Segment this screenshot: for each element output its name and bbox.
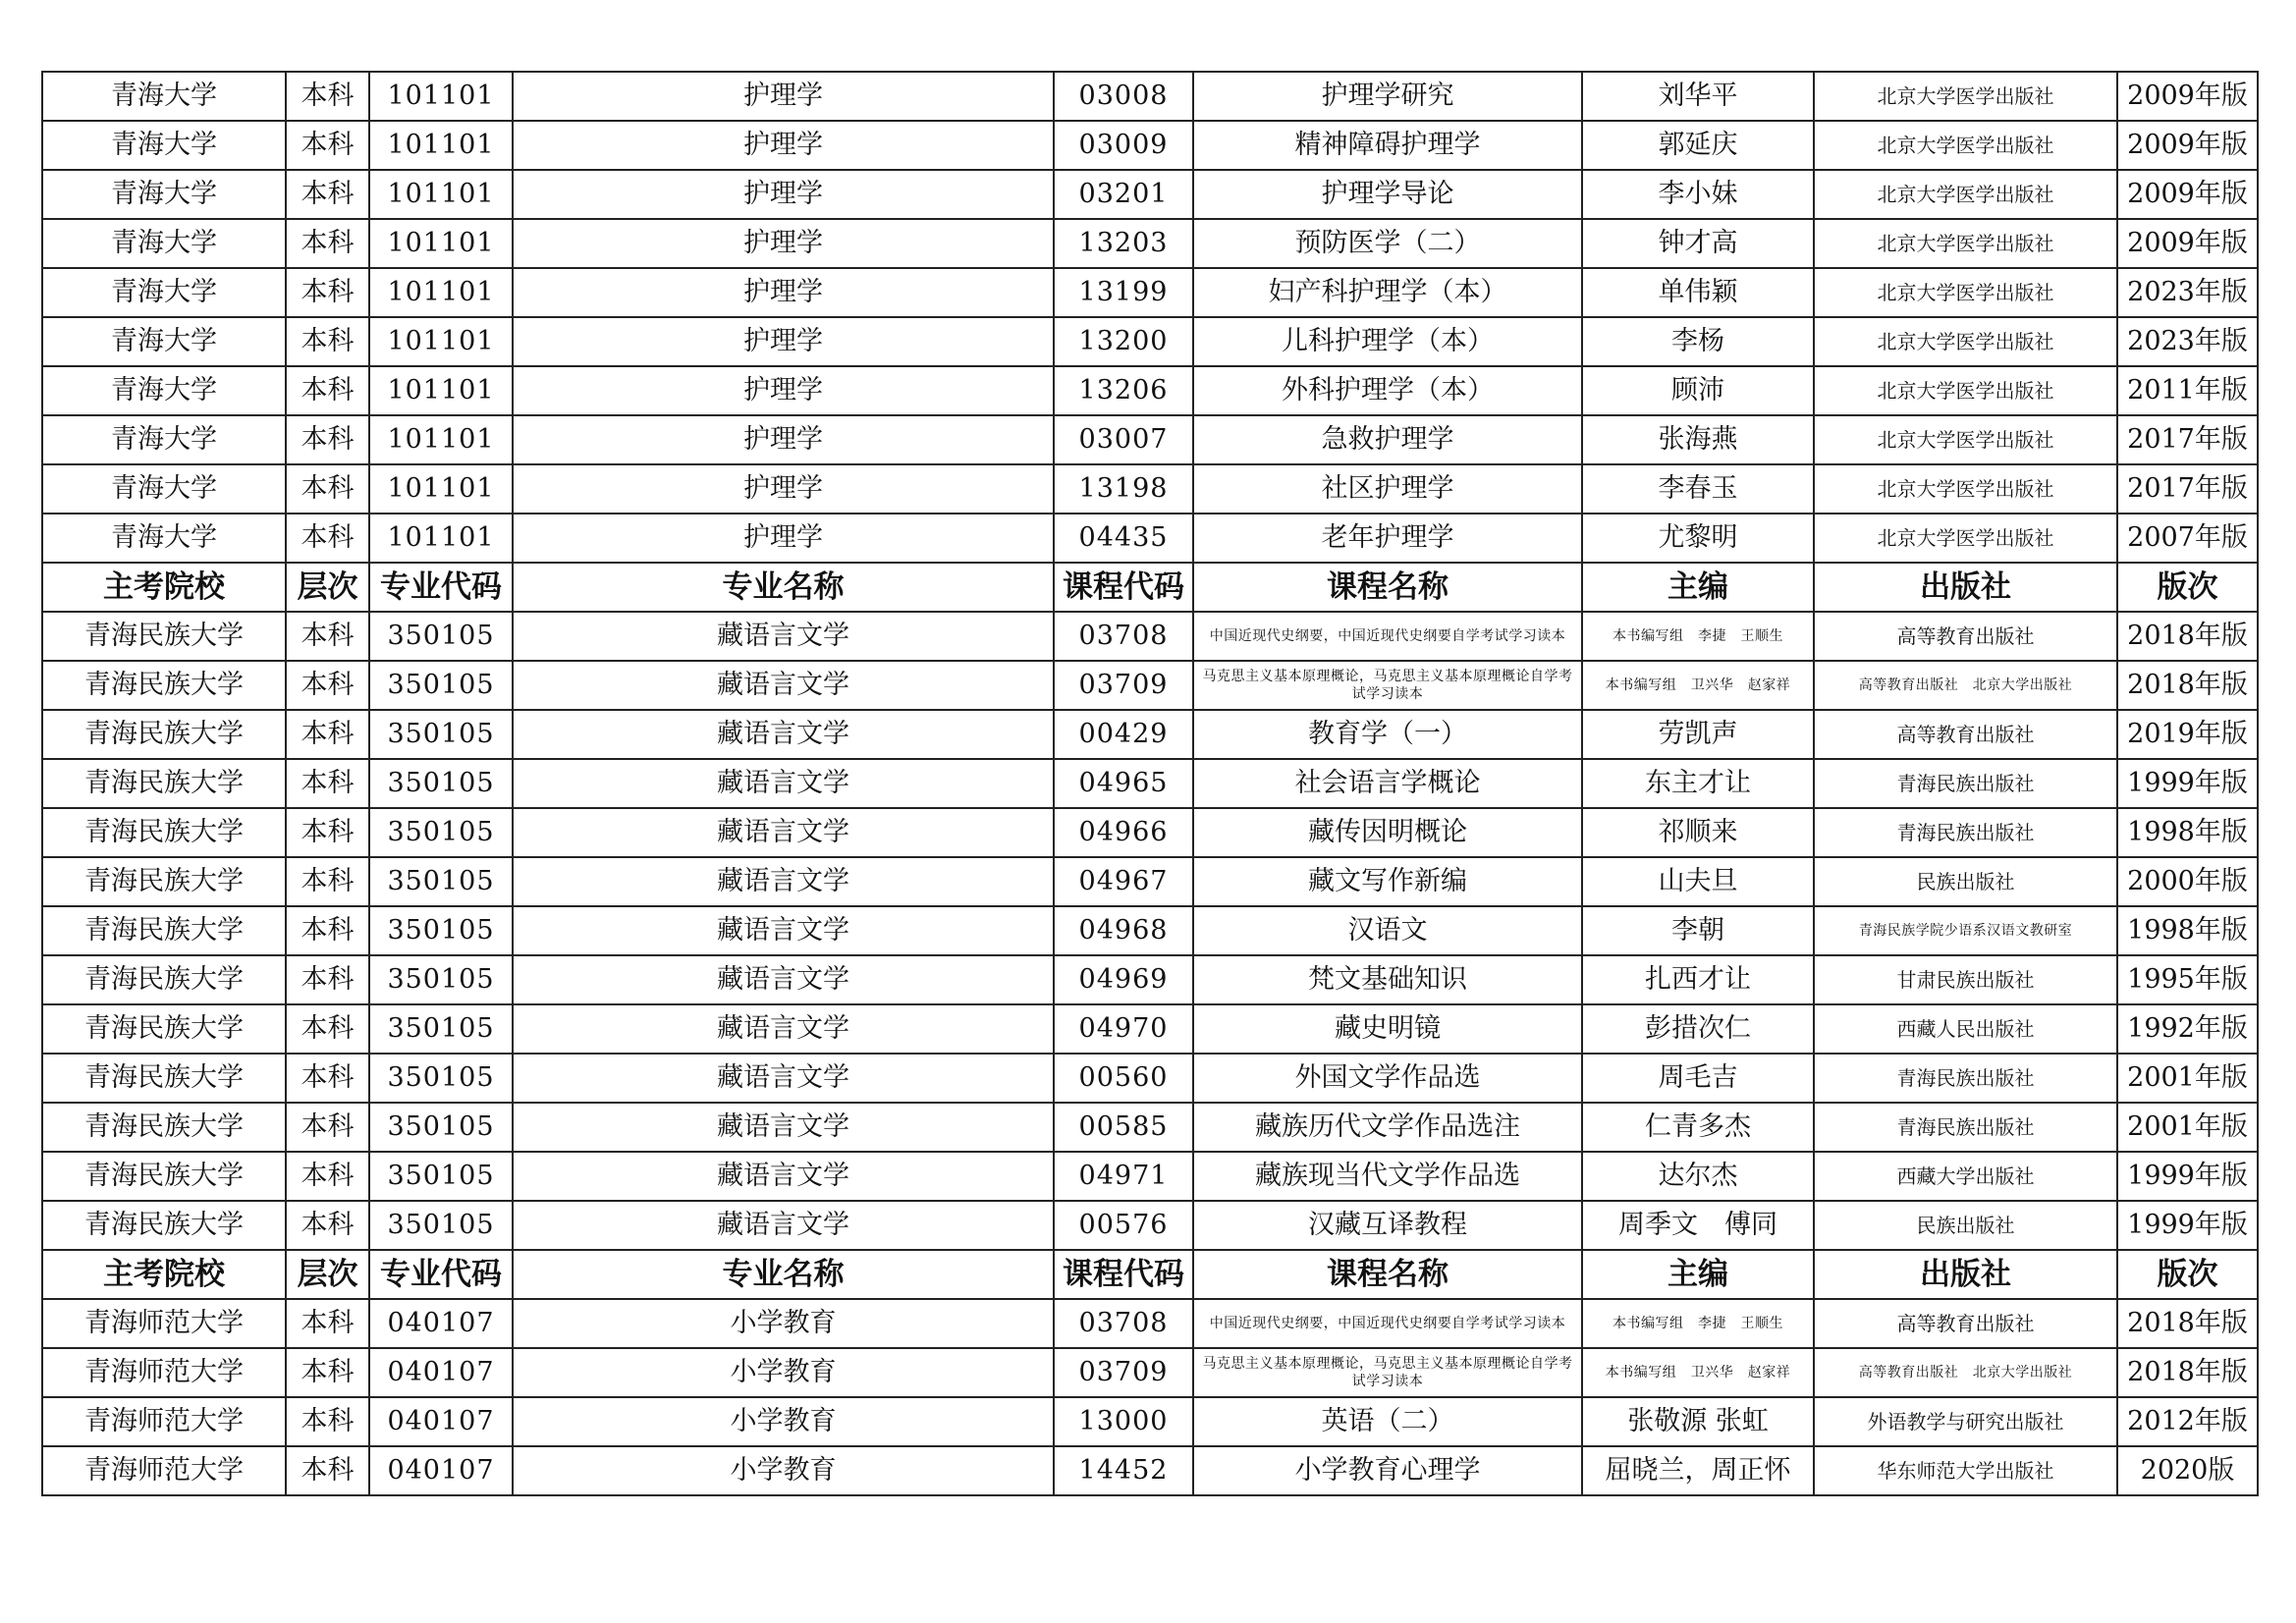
cell-edition: 2017年版 — [2117, 464, 2258, 514]
cell-editor: 本书编写组 李捷 王顺生 — [1582, 612, 1814, 661]
table-row — [42, 219, 2258, 268]
cell-editor: 本书编写组 卫兴华 赵家祥 — [1582, 1348, 1814, 1397]
cell-publisher: 民族出版社 — [1814, 857, 2117, 906]
cell-course-code: 00429 — [1054, 710, 1193, 759]
cell-edition: 1998年版 — [2117, 808, 2258, 857]
header-level: 层次 — [286, 1250, 369, 1299]
cell-editor: 本书编写组 卫兴华 赵家祥 — [1582, 661, 1814, 710]
cell-level: 本科 — [286, 759, 369, 808]
cell-school: 青海民族大学 — [42, 906, 286, 955]
table-row — [42, 1152, 2258, 1201]
cell-level: 本科 — [286, 1004, 369, 1054]
header-edition: 版次 — [2117, 563, 2258, 612]
cell-course-code: 04966 — [1054, 808, 1193, 857]
cell-course-code: 04435 — [1054, 514, 1193, 563]
cell-level: 本科 — [286, 415, 369, 464]
cell-publisher: 高等教育出版社 — [1814, 612, 2117, 661]
cell-course-code: 03709 — [1054, 1348, 1193, 1397]
cell-major-name: 小学教育 — [513, 1348, 1054, 1397]
cell-edition: 2009年版 — [2117, 72, 2258, 121]
cell-course-name: 精神障碍护理学 — [1193, 121, 1582, 170]
cell-major-code: 350105 — [369, 955, 513, 1004]
cell-major-name: 护理学 — [513, 415, 1054, 464]
cell-school: 青海民族大学 — [42, 759, 286, 808]
cell-course-code: 04971 — [1054, 1152, 1193, 1201]
cell-major-name: 藏语言文学 — [513, 906, 1054, 955]
cell-course-name: 藏族历代文学作品选注 — [1193, 1103, 1582, 1152]
header-school: 主考院校 — [42, 563, 286, 612]
cell-edition: 2009年版 — [2117, 219, 2258, 268]
header-major-name: 专业名称 — [513, 1250, 1054, 1299]
cell-edition: 2017年版 — [2117, 415, 2258, 464]
cell-edition: 2011年版 — [2117, 366, 2258, 415]
cell-major-code: 101101 — [369, 121, 513, 170]
cell-school: 青海师范大学 — [42, 1299, 286, 1348]
cell-level: 本科 — [286, 464, 369, 514]
cell-level: 本科 — [286, 857, 369, 906]
cell-major-code: 350105 — [369, 710, 513, 759]
cell-editor: 李朝 — [1582, 906, 1814, 955]
cell-edition: 2023年版 — [2117, 317, 2258, 366]
cell-school: 青海大学 — [42, 317, 286, 366]
cell-level: 本科 — [286, 955, 369, 1004]
cell-publisher: 外语教学与研究出版社 — [1814, 1397, 2117, 1446]
table-row — [42, 857, 2258, 906]
cell-level: 本科 — [286, 1054, 369, 1103]
cell-course-name: 护理学导论 — [1193, 170, 1582, 219]
cell-major-code: 101101 — [369, 464, 513, 514]
cell-course-name: 藏文写作新编 — [1193, 857, 1582, 906]
cell-major-code: 350105 — [369, 759, 513, 808]
header-editor: 主编 — [1582, 563, 1814, 612]
cell-course-name: 小学教育心理学 — [1193, 1446, 1582, 1495]
cell-course-code: 03708 — [1054, 612, 1193, 661]
cell-edition: 1999年版 — [2117, 759, 2258, 808]
table-row — [42, 72, 2258, 121]
cell-course-code: 13200 — [1054, 317, 1193, 366]
cell-publisher: 青海民族出版社 — [1814, 808, 2117, 857]
cell-publisher: 北京大学医学出版社 — [1814, 219, 2117, 268]
cell-level: 本科 — [286, 710, 369, 759]
cell-editor: 单伟颖 — [1582, 268, 1814, 317]
header-major-code: 专业代码 — [369, 563, 513, 612]
cell-editor: 屈晓兰，周正怀 — [1582, 1446, 1814, 1495]
cell-school: 青海大学 — [42, 464, 286, 514]
header-course-code: 课程代码 — [1054, 563, 1193, 612]
cell-editor: 刘华平 — [1582, 72, 1814, 121]
cell-publisher: 青海民族出版社 — [1814, 1103, 2117, 1152]
cell-school: 青海民族大学 — [42, 808, 286, 857]
cell-major-code: 350105 — [369, 1103, 513, 1152]
cell-school: 青海民族大学 — [42, 1004, 286, 1054]
cell-course-code: 03009 — [1054, 121, 1193, 170]
cell-level: 本科 — [286, 366, 369, 415]
cell-major-code: 101101 — [369, 415, 513, 464]
cell-school: 青海民族大学 — [42, 612, 286, 661]
cell-school: 青海民族大学 — [42, 955, 286, 1004]
cell-editor: 扎西才让 — [1582, 955, 1814, 1004]
cell-edition: 1992年版 — [2117, 1004, 2258, 1054]
cell-edition: 2000年版 — [2117, 857, 2258, 906]
cell-course-code: 13206 — [1054, 366, 1193, 415]
cell-course-code: 03708 — [1054, 1299, 1193, 1348]
cell-editor: 本书编写组 李捷 王顺生 — [1582, 1299, 1814, 1348]
cell-publisher: 北京大学医学出版社 — [1814, 514, 2117, 563]
cell-edition: 1995年版 — [2117, 955, 2258, 1004]
cell-edition: 2007年版 — [2117, 514, 2258, 563]
cell-major-code: 350105 — [369, 857, 513, 906]
cell-editor: 郭延庆 — [1582, 121, 1814, 170]
cell-course-name: 汉藏互译教程 — [1193, 1201, 1582, 1250]
cell-major-code: 040107 — [369, 1397, 513, 1446]
cell-edition: 2001年版 — [2117, 1054, 2258, 1103]
cell-publisher: 高等教育出版社 北京大学出版社 — [1814, 661, 2117, 710]
cell-course-name: 梵文基础知识 — [1193, 955, 1582, 1004]
cell-major-code: 350105 — [369, 612, 513, 661]
cell-school: 青海民族大学 — [42, 1152, 286, 1201]
cell-course-name: 藏族现当代文学作品选 — [1193, 1152, 1582, 1201]
cell-major-name: 藏语言文学 — [513, 1054, 1054, 1103]
cell-major-name: 藏语言文学 — [513, 710, 1054, 759]
cell-major-code: 350105 — [369, 661, 513, 710]
cell-school: 青海民族大学 — [42, 710, 286, 759]
textbook-table — [41, 71, 2259, 1496]
cell-course-code: 03201 — [1054, 170, 1193, 219]
header-major-code: 专业代码 — [369, 1250, 513, 1299]
header-publisher: 出版社 — [1814, 1250, 2117, 1299]
cell-editor: 李杨 — [1582, 317, 1814, 366]
header-row — [42, 1250, 2258, 1299]
cell-level: 本科 — [286, 317, 369, 366]
cell-level: 本科 — [286, 1397, 369, 1446]
cell-level: 本科 — [286, 1201, 369, 1250]
cell-school: 青海民族大学 — [42, 661, 286, 710]
cell-publisher: 青海民族出版社 — [1814, 759, 2117, 808]
cell-major-name: 护理学 — [513, 366, 1054, 415]
cell-level: 本科 — [286, 1152, 369, 1201]
cell-major-code: 101101 — [369, 268, 513, 317]
cell-editor: 张海燕 — [1582, 415, 1814, 464]
cell-editor: 达尔杰 — [1582, 1152, 1814, 1201]
cell-level: 本科 — [286, 612, 369, 661]
cell-course-code: 03008 — [1054, 72, 1193, 121]
cell-course-name: 预防医学（二） — [1193, 219, 1582, 268]
cell-school: 青海民族大学 — [42, 1201, 286, 1250]
header-course-name: 课程名称 — [1193, 563, 1582, 612]
cell-school: 青海民族大学 — [42, 857, 286, 906]
cell-level: 本科 — [286, 1103, 369, 1152]
cell-major-code: 040107 — [369, 1348, 513, 1397]
cell-major-name: 护理学 — [513, 464, 1054, 514]
cell-course-code: 04968 — [1054, 906, 1193, 955]
table-row — [42, 317, 2258, 366]
table-row — [42, 514, 2258, 563]
cell-edition: 2001年版 — [2117, 1103, 2258, 1152]
cell-publisher: 高等教育出版社 — [1814, 710, 2117, 759]
cell-major-code: 040107 — [369, 1299, 513, 1348]
cell-school: 青海大学 — [42, 415, 286, 464]
header-course-code: 课程代码 — [1054, 1250, 1193, 1299]
cell-course-code: 13000 — [1054, 1397, 1193, 1446]
cell-course-code: 04965 — [1054, 759, 1193, 808]
cell-major-code: 101101 — [369, 72, 513, 121]
cell-school: 青海大学 — [42, 366, 286, 415]
cell-editor: 尤黎明 — [1582, 514, 1814, 563]
table-row — [42, 1201, 2258, 1250]
table-row — [42, 612, 2258, 661]
table-row — [42, 710, 2258, 759]
cell-edition: 2009年版 — [2117, 121, 2258, 170]
header-major-name: 专业名称 — [513, 563, 1054, 612]
cell-edition: 2018年版 — [2117, 1348, 2258, 1397]
cell-course-name: 教育学（一） — [1193, 710, 1582, 759]
cell-level: 本科 — [286, 72, 369, 121]
cell-school: 青海师范大学 — [42, 1348, 286, 1397]
cell-publisher: 华东师范大学出版社 — [1814, 1446, 2117, 1495]
cell-level: 本科 — [286, 1446, 369, 1495]
cell-major-code: 350105 — [369, 906, 513, 955]
cell-major-name: 护理学 — [513, 170, 1054, 219]
cell-course-name: 英语（二） — [1193, 1397, 1582, 1446]
table-row — [42, 906, 2258, 955]
cell-publisher: 青海民族出版社 — [1814, 1054, 2117, 1103]
cell-edition: 2019年版 — [2117, 710, 2258, 759]
cell-course-name: 藏史明镜 — [1193, 1004, 1582, 1054]
cell-major-name: 小学教育 — [513, 1397, 1054, 1446]
cell-course-name: 急救护理学 — [1193, 415, 1582, 464]
cell-edition: 2018年版 — [2117, 612, 2258, 661]
cell-edition: 1999年版 — [2117, 1201, 2258, 1250]
table-row — [42, 366, 2258, 415]
cell-level: 本科 — [286, 1348, 369, 1397]
cell-course-name: 外科护理学（本） — [1193, 366, 1582, 415]
cell-major-name: 藏语言文学 — [513, 857, 1054, 906]
cell-course-code: 00576 — [1054, 1201, 1193, 1250]
cell-course-name: 马克思主义基本原理概论，马克思主义基本原理概论自学考试学习读本 — [1193, 1348, 1582, 1397]
cell-course-name: 社区护理学 — [1193, 464, 1582, 514]
cell-school: 青海大学 — [42, 72, 286, 121]
table-row — [42, 1103, 2258, 1152]
cell-editor: 东主才让 — [1582, 759, 1814, 808]
cell-major-name: 小学教育 — [513, 1446, 1054, 1495]
textbook-table-sheet — [41, 71, 2257, 1496]
table-body — [42, 72, 2258, 1495]
table-row — [42, 808, 2258, 857]
cell-course-code: 04967 — [1054, 857, 1193, 906]
cell-school: 青海师范大学 — [42, 1397, 286, 1446]
cell-major-code: 101101 — [369, 317, 513, 366]
cell-editor: 李春玉 — [1582, 464, 1814, 514]
cell-edition: 2018年版 — [2117, 1299, 2258, 1348]
cell-school: 青海大学 — [42, 170, 286, 219]
cell-course-name: 护理学研究 — [1193, 72, 1582, 121]
cell-level: 本科 — [286, 219, 369, 268]
cell-edition: 2012年版 — [2117, 1397, 2258, 1446]
cell-course-name: 马克思主义基本原理概论，马克思主义基本原理概论自学考试学习读本 — [1193, 661, 1582, 710]
cell-edition: 2020版 — [2117, 1446, 2258, 1495]
cell-editor: 劳凯声 — [1582, 710, 1814, 759]
cell-publisher: 北京大学医学出版社 — [1814, 72, 2117, 121]
cell-course-name: 中国近现代史纲要，中国近现代史纲要自学考试学习读本 — [1193, 612, 1582, 661]
cell-major-code: 350105 — [369, 1152, 513, 1201]
cell-major-name: 护理学 — [513, 268, 1054, 317]
table-row — [42, 170, 2258, 219]
cell-school: 青海民族大学 — [42, 1103, 286, 1152]
cell-publisher: 北京大学医学出版社 — [1814, 464, 2117, 514]
cell-major-code: 350105 — [369, 1054, 513, 1103]
cell-editor: 山夫旦 — [1582, 857, 1814, 906]
cell-course-name: 藏传因明概论 — [1193, 808, 1582, 857]
cell-publisher: 北京大学医学出版社 — [1814, 317, 2117, 366]
cell-course-code: 13198 — [1054, 464, 1193, 514]
cell-editor: 周季文 傅同 — [1582, 1201, 1814, 1250]
cell-edition: 2009年版 — [2117, 170, 2258, 219]
cell-major-name: 护理学 — [513, 72, 1054, 121]
cell-editor: 彭措次仁 — [1582, 1004, 1814, 1054]
cell-school: 青海民族大学 — [42, 1054, 286, 1103]
cell-major-name: 护理学 — [513, 121, 1054, 170]
cell-publisher: 西藏大学出版社 — [1814, 1152, 2117, 1201]
table-row — [42, 1348, 2258, 1397]
table-row — [42, 1446, 2258, 1495]
cell-school: 青海师范大学 — [42, 1446, 286, 1495]
cell-editor: 李小妹 — [1582, 170, 1814, 219]
table-row — [42, 464, 2258, 514]
cell-course-code: 03007 — [1054, 415, 1193, 464]
cell-course-name: 中国近现代史纲要，中国近现代史纲要自学考试学习读本 — [1193, 1299, 1582, 1348]
cell-edition: 2018年版 — [2117, 661, 2258, 710]
cell-edition: 1998年版 — [2117, 906, 2258, 955]
cell-level: 本科 — [286, 661, 369, 710]
cell-publisher: 北京大学医学出版社 — [1814, 121, 2117, 170]
cell-school: 青海大学 — [42, 219, 286, 268]
cell-major-name: 藏语言文学 — [513, 955, 1054, 1004]
cell-editor: 张敬源 张虹 — [1582, 1397, 1814, 1446]
cell-publisher: 北京大学医学出版社 — [1814, 415, 2117, 464]
table-row — [42, 415, 2258, 464]
table-row — [42, 121, 2258, 170]
cell-course-code: 00560 — [1054, 1054, 1193, 1103]
cell-major-code: 350105 — [369, 1201, 513, 1250]
cell-major-name: 藏语言文学 — [513, 759, 1054, 808]
cell-major-code: 350105 — [369, 1004, 513, 1054]
cell-major-name: 藏语言文学 — [513, 661, 1054, 710]
cell-course-code: 13199 — [1054, 268, 1193, 317]
table-row — [42, 661, 2258, 710]
cell-level: 本科 — [286, 268, 369, 317]
cell-level: 本科 — [286, 906, 369, 955]
cell-major-code: 101101 — [369, 514, 513, 563]
header-course-name: 课程名称 — [1193, 1250, 1582, 1299]
cell-publisher: 甘肃民族出版社 — [1814, 955, 2117, 1004]
cell-school: 青海大学 — [42, 121, 286, 170]
cell-edition: 1999年版 — [2117, 1152, 2258, 1201]
cell-publisher: 高等教育出版社 — [1814, 1299, 2117, 1348]
cell-editor: 仁青多杰 — [1582, 1103, 1814, 1152]
header-editor: 主编 — [1582, 1250, 1814, 1299]
cell-course-name: 老年护理学 — [1193, 514, 1582, 563]
table-row — [42, 1299, 2258, 1348]
cell-major-name: 护理学 — [513, 514, 1054, 563]
cell-major-name: 藏语言文学 — [513, 1004, 1054, 1054]
cell-course-code: 03709 — [1054, 661, 1193, 710]
cell-major-name: 藏语言文学 — [513, 612, 1054, 661]
cell-course-code: 04969 — [1054, 955, 1193, 1004]
cell-level: 本科 — [286, 514, 369, 563]
cell-major-code: 350105 — [369, 808, 513, 857]
header-row — [42, 563, 2258, 612]
cell-level: 本科 — [286, 121, 369, 170]
cell-course-name: 外国文学作品选 — [1193, 1054, 1582, 1103]
cell-school: 青海大学 — [42, 514, 286, 563]
cell-publisher: 北京大学医学出版社 — [1814, 268, 2117, 317]
cell-course-code: 14452 — [1054, 1446, 1193, 1495]
cell-course-code: 00585 — [1054, 1103, 1193, 1152]
cell-course-code: 13203 — [1054, 219, 1193, 268]
cell-publisher: 北京大学医学出版社 — [1814, 366, 2117, 415]
cell-editor: 周毛吉 — [1582, 1054, 1814, 1103]
cell-major-code: 101101 — [369, 366, 513, 415]
table-row — [42, 1004, 2258, 1054]
cell-course-name: 儿科护理学（本） — [1193, 317, 1582, 366]
cell-publisher: 北京大学医学出版社 — [1814, 170, 2117, 219]
cell-level: 本科 — [286, 170, 369, 219]
cell-major-name: 小学教育 — [513, 1299, 1054, 1348]
cell-publisher: 高等教育出版社 北京大学出版社 — [1814, 1348, 2117, 1397]
header-level: 层次 — [286, 563, 369, 612]
cell-course-code: 04970 — [1054, 1004, 1193, 1054]
table-row — [42, 759, 2258, 808]
cell-major-code: 040107 — [369, 1446, 513, 1495]
table-row — [42, 955, 2258, 1004]
cell-level: 本科 — [286, 808, 369, 857]
cell-level: 本科 — [286, 1299, 369, 1348]
cell-major-name: 藏语言文学 — [513, 808, 1054, 857]
cell-course-name: 社会语言学概论 — [1193, 759, 1582, 808]
cell-editor: 钟才高 — [1582, 219, 1814, 268]
cell-publisher: 青海民族学院少语系汉语文教研室 — [1814, 906, 2117, 955]
cell-major-code: 101101 — [369, 170, 513, 219]
header-edition: 版次 — [2117, 1250, 2258, 1299]
table-row — [42, 1054, 2258, 1103]
table-row — [42, 1397, 2258, 1446]
cell-major-name: 护理学 — [513, 317, 1054, 366]
cell-major-name: 藏语言文学 — [513, 1103, 1054, 1152]
cell-major-code: 101101 — [369, 219, 513, 268]
table-row — [42, 268, 2258, 317]
cell-editor: 顾沛 — [1582, 366, 1814, 415]
cell-publisher: 西藏人民出版社 — [1814, 1004, 2117, 1054]
cell-major-name: 藏语言文学 — [513, 1152, 1054, 1201]
cell-edition: 2023年版 — [2117, 268, 2258, 317]
cell-major-name: 护理学 — [513, 219, 1054, 268]
cell-editor: 祁顺来 — [1582, 808, 1814, 857]
header-school: 主考院校 — [42, 1250, 286, 1299]
cell-course-name: 妇产科护理学（本） — [1193, 268, 1582, 317]
header-publisher: 出版社 — [1814, 563, 2117, 612]
cell-school: 青海大学 — [42, 268, 286, 317]
cell-major-name: 藏语言文学 — [513, 1201, 1054, 1250]
cell-course-name: 汉语文 — [1193, 906, 1582, 955]
cell-publisher: 民族出版社 — [1814, 1201, 2117, 1250]
